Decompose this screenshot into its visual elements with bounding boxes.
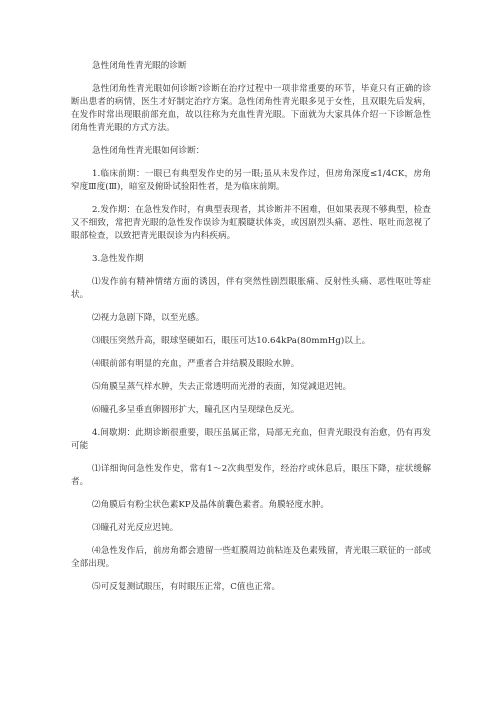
paragraph-intermittent-item-5: ⑸可反复测试眼压，有时眼压正常，C值也正常。: [92, 582, 281, 592]
paragraph-intermittent-item-3: ⑶瞳孔对光反应迟钝。: [92, 523, 179, 533]
paragraph-how-to-diagnose: 急性闭角性青光眼如何诊断：: [92, 146, 205, 156]
paragraph-acute-item-1: ⑴发作前有精神情绪方面的诱因，伴有突然性剧烈眼胀痛、反射性头痛、恶性呕吐等症状。: [71, 277, 431, 300]
paragraph-attack-stage: 2.发作期：在急性发作时，有典型表现者，其诊断并不困难，但如果表现不够典型，检查又不细致，常把青光眼的急性发作误诊为虹膜睫状体炎，或因剧烈头痛、恶性、呕吐而忽视了眼部检查，以致把青光眼误诊为内科疾病。: [71, 205, 431, 241]
paragraph-preclinical-stage: 1.临床前期：一眼已有典型发作史的另一眼;虽从未发作过，但房角深度≤1/4CK，房角窄度Ⅲ度(Ⅲ)，暗室及俯卧试验阳性者，是为临床前期。: [71, 169, 431, 192]
document-page: [71, 60, 431, 604]
paragraph-intermittent-item-4: ⑷急性发作后，前房角都会遗留一些虹膜周边前粘连及色素残留，青光眼三联征的一部或全部出现。: [71, 546, 431, 569]
paragraph-acute-item-2: ⑵视力急剧下降，以至光感。: [92, 313, 205, 323]
paragraph-acute-item-5: ⑸角膜呈蒸气样水肿，失去正常透明而光滑的表面，知觉减退迟钝。: [92, 382, 352, 392]
document-title: 急性闭角性青光眼的诊断: [92, 61, 187, 71]
paragraph-intermittent-item-2: ⑵角膜后有粉尘状色素KP及晶体前囊色素者。角膜轻度水肿。: [92, 500, 330, 510]
paragraph-acute-item-4: ⑷眼前部有明显的充血，严重者合并结膜及眼睑水肿。: [92, 359, 300, 369]
paragraph-acute-item-6: ⑹瞳孔多呈垂直卵圆形扩大，瞳孔区内呈现绿色反光。: [92, 405, 300, 415]
paragraph-intro: 急性闭角性青光眼如何诊断?诊断在治疗过程中一项非常重要的环节，毕竟只有正确的诊断出患者的病情，医生才好制定治疗方案。急性闭角性青光眼多见于女性，且双眼先后发病，在发作时常出现眼前部充血，故以往称为充血性青光眼。下面就为大家具体介绍一下诊断急性闭角性青光眼的方式方法。: [71, 84, 431, 133]
paragraph-acute-item-3: ⑶眼压突然升高，眼球坚硬如石，眼压可达10.64kPa(80mmHg)以上。: [92, 336, 371, 346]
paragraph-intermittent-item-1: ⑴详细询问急性发作史，常有1～2次典型发作，经治疗或休息后，眼压下降，症状缓解者。: [71, 464, 431, 487]
paragraph-acute-attack-heading: 3.急性发作期: [92, 254, 144, 264]
paragraph-intermittent-stage: 4.间歇期：此期诊断很重要，眼压虽属正常，局部无充血，但青光眼没有治愈，仍有再发可能: [71, 428, 431, 451]
